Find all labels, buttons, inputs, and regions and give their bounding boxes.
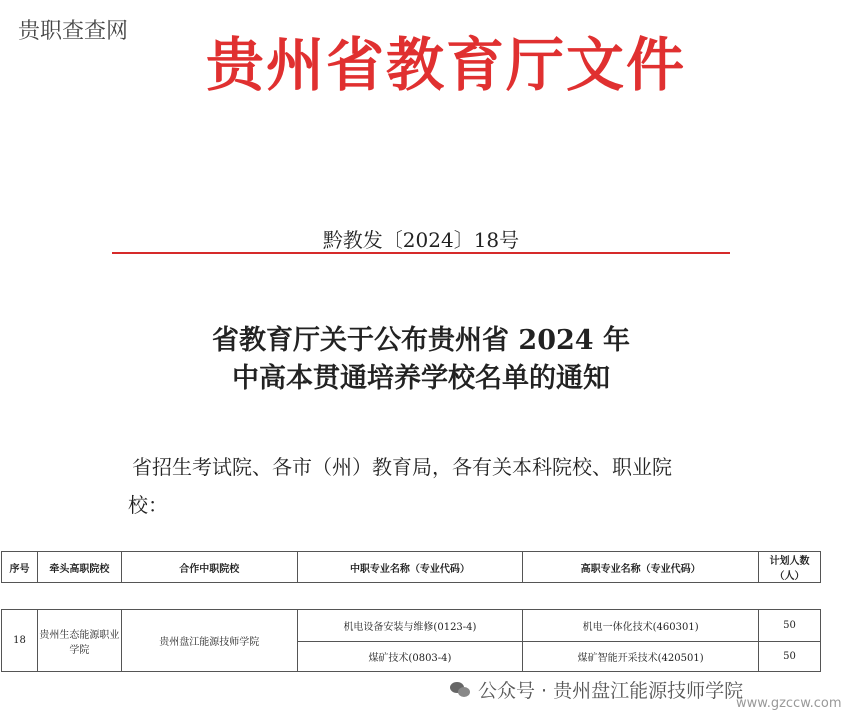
red-divider [112, 252, 730, 254]
header-secondary-major: 中职专业名称（专业代码） [297, 552, 523, 583]
school-list-table [1, 551, 821, 672]
row-secondary-major: 煤矿技术(0803-4) [297, 642, 523, 672]
document-number: 黔教发〔2024〕18号 [322, 228, 520, 252]
site-watermark-top: 贵职查查网 [18, 19, 129, 44]
header-higher-major: 高职专业名称（专业代码） [523, 552, 759, 583]
row-higher-major: 煤矿智能开采技术(420501) [523, 642, 759, 672]
wechat-watermark-text: 公众号 · 贵州盘江能源技师学院 [478, 680, 744, 702]
row-secondary-major: 机电设备安装与维修(0123-4) [297, 610, 523, 642]
wechat-icon [450, 682, 472, 698]
row-index: 18 [2, 610, 38, 672]
table-header-row [2, 552, 821, 583]
title-line-2: 中高本贯通培养学校名单的通知 [232, 363, 610, 394]
document-title [0, 322, 822, 398]
document-header: 贵州省教育厅文件 [205, 31, 686, 99]
salutation-line-2: 校： [128, 493, 168, 517]
header-lead-college: 牵头高职院校 [37, 552, 121, 583]
header-plan-count: 计划人数（人） [759, 552, 821, 583]
salutation [128, 448, 732, 524]
table-row [2, 610, 821, 642]
row-plan-count: 50 [759, 610, 821, 642]
row-partner-school: 贵州盘江能源技师学院 [121, 610, 297, 672]
row-lead-college: 贵州生态能源职业学院 [37, 610, 121, 672]
title-line-1: 省教育厅关于公布贵州省 2024 年 [212, 325, 630, 356]
header-partner-school: 合作中职院校 [121, 552, 297, 583]
salutation-line-1: 省招生考试院、各市（州）教育局，各有关本科院校、职业院 [132, 455, 672, 479]
header-index: 序号 [2, 552, 38, 583]
site-url-watermark: www.gzccw.com [736, 696, 842, 711]
table-gap-row [2, 583, 821, 610]
row-higher-major: 机电一体化技术(460301) [523, 610, 759, 642]
row-plan-count: 50 [759, 642, 821, 672]
wechat-watermark [450, 676, 743, 703]
